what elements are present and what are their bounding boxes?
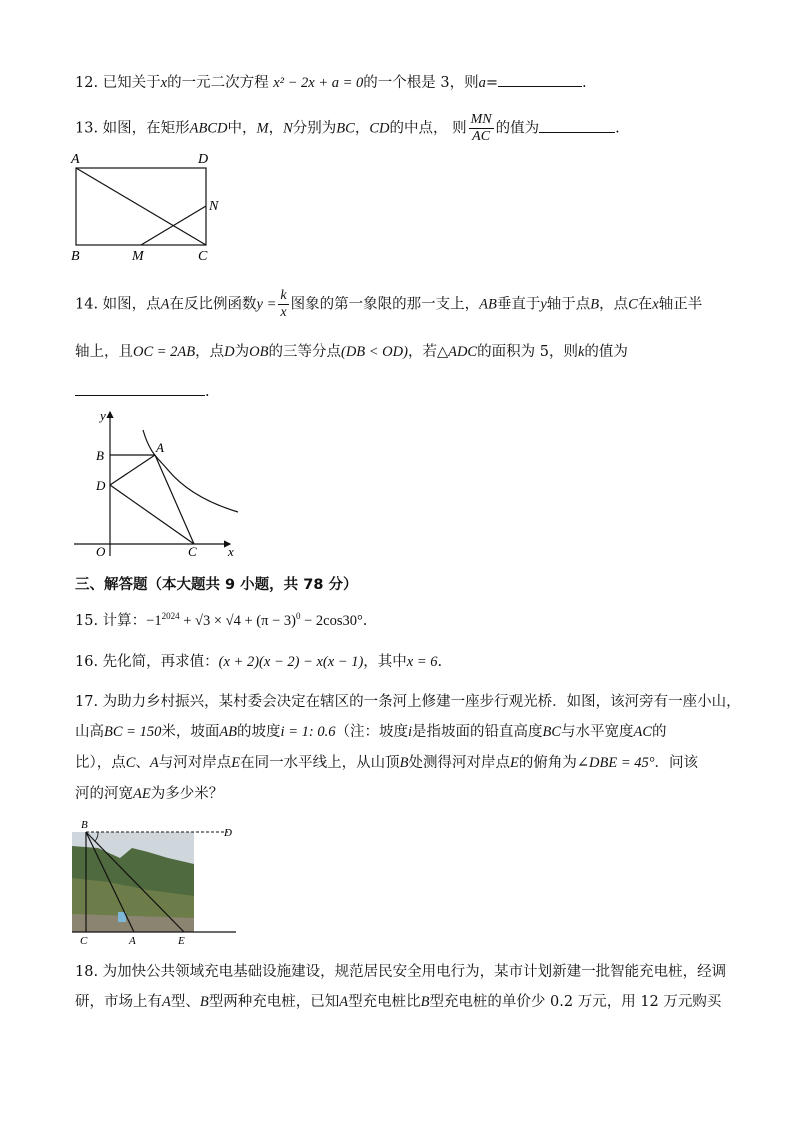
- question-18-line2: 研，市场上有A型、B型两种充电桩，已知A型充电桩比B型充电桩的单价少 0.2 万元，用 12 万元购买: [75, 994, 722, 1010]
- question-17-line4: 河的河宽AE为多少米？: [75, 786, 224, 802]
- label-D: D: [96, 478, 106, 493]
- label-B: B: [81, 819, 88, 831]
- q12-answer-blank: [498, 72, 582, 87]
- label-B: B: [96, 448, 104, 463]
- question-13: 13. 如图，在矩形ABCD中，M，N分别为BC，CD的中点， 则 $\frac{MN}{AC}$ 的值为 .: [75, 112, 620, 144]
- label-D: D: [224, 827, 232, 839]
- label-O: O: [96, 544, 106, 559]
- diagonal-ac: [76, 168, 206, 245]
- question-12: 12. 已知关于x的一元二次方程 x² − 2x + a = 0的一个根是 3，则a= .: [75, 72, 725, 94]
- question-16: 16. 先化简，再求值：(x + 2)(x − 2) − x(x − 1)，其中x = 6.: [75, 654, 443, 670]
- label-A: A: [129, 935, 136, 947]
- label-E: E: [178, 935, 185, 947]
- question-18-line1: 18. 为加快公共领域充电基础设施建设，规范居民安全用电行为，某市计划新建一批智能充电桩，经调: [75, 964, 727, 980]
- label-x: x: [228, 544, 234, 559]
- q13-fraction: $\frac{MN}{AC}$: [470, 112, 492, 144]
- q12-number: 12.: [75, 75, 99, 91]
- label-C: C: [198, 249, 208, 264]
- section-3-heading: 三、解答题（本大题共 9 小题，共 78 分）: [75, 577, 358, 593]
- q14-answer-blank: [75, 381, 205, 396]
- label-y: y: [100, 408, 106, 423]
- label-M: M: [132, 249, 144, 264]
- question-14-line3: .: [75, 381, 725, 403]
- q12-equation: x² − 2x + a = 0: [273, 75, 364, 91]
- question-17-line1: 17. 为助力乡村振兴，某村委会决定在辖区的一条河上修建一座步行观光桥．如图，该河旁有一座小山，: [75, 694, 741, 710]
- q17-mountain-figure: [68, 818, 240, 948]
- label-C: C: [188, 544, 197, 559]
- question-17-line2: 山高BC = 150米，坡面AB的坡度i = 1: 0.6（注：坡度i是指坡面的铅直高度BC与水平宽度AC的: [75, 724, 667, 740]
- question-14-line2: 轴上，且OC = 2AB，点D为OB的三等分点(DB < OD)，若△ADC的面积为 5，则k的值为: [75, 344, 628, 360]
- label-D: D: [198, 152, 209, 167]
- q14-fraction: $\frac{k}{x}$: [280, 288, 287, 320]
- q14-function-figure: [68, 404, 248, 560]
- label-A: A: [71, 152, 80, 167]
- question-17-line3: 比），点C、A与河对岸点E在同一水平线上，从山顶B处测得河对岸点E的俯角为∠DBE = 45°．问该: [75, 755, 699, 771]
- question-15: 15. 计算：$-1^{2024} + √3 \times √4 + (\pi - 3)^0 - 2\cos 30^\circ$.: [75, 611, 368, 629]
- label-A: A: [156, 440, 164, 455]
- segment-ad: [110, 455, 155, 485]
- q13-answer-blank: [539, 118, 615, 133]
- label-N: N: [209, 199, 219, 214]
- q13-rectangle-figure: [68, 148, 228, 266]
- label-C: C: [80, 935, 88, 947]
- question-14-line1: 14. 如图，点A在反比例函数y = $\frac{k}{x}$ 图象的第一象限的那一支上，AB垂直于y轴于点B，点C在x轴正半: [75, 288, 703, 320]
- label-B: B: [71, 249, 80, 264]
